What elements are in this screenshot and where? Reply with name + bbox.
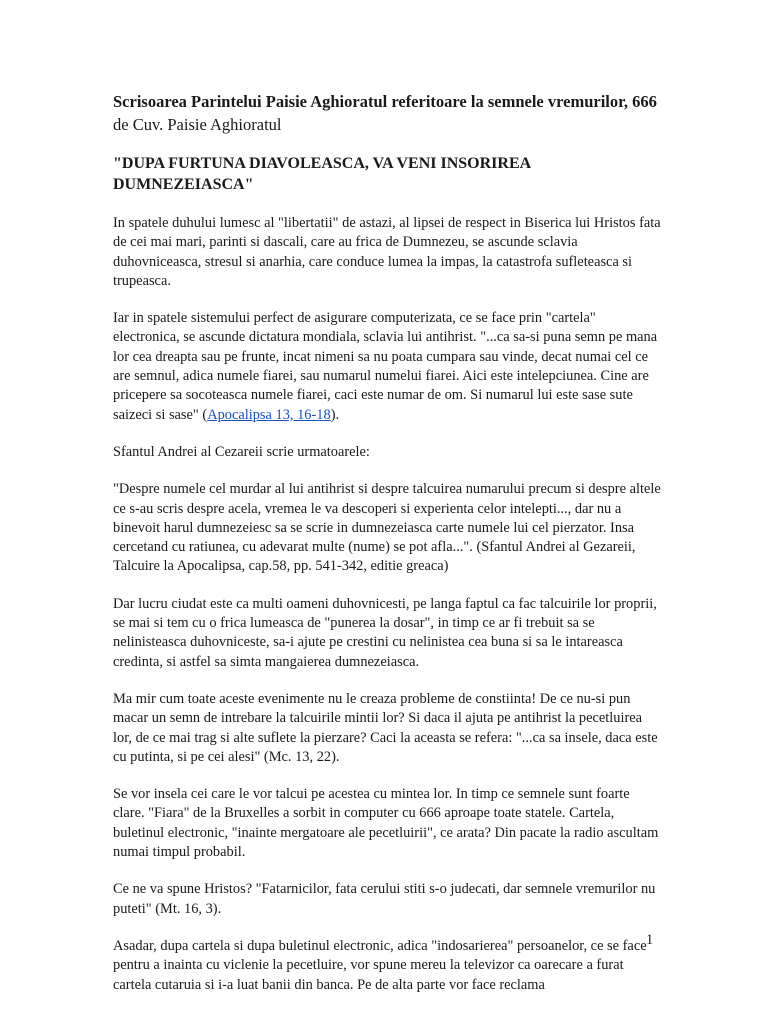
document-body: [113, 90, 661, 1013]
paragraph-3: Sfantul Andrei al Cezareii scrie urmatoarele:: [113, 443, 370, 460]
page-number: 1: [646, 932, 654, 948]
paragraph-9: Asadar, dupa cartela si dupa buletinul electronic, adica "indosarierea" persoanelor, ce se face pentru a inainta cu viclenie la pecetluire, vor spune mereu la televizor ca oarecare a furat cartela cutaruia si i-a luat banii din banca. Pe de alta parte vor face reclama: [113, 937, 647, 993]
paragraph-6: Ma mir cum toate aceste evenimente nu le creaza probleme de constiinta! De ce nu-si pun macar un semn de intrebare la talcuirile mintii lor? Si daca il ajuta pe antihrist la pecetluirea lor, de ce mai trag si alte suflete la pierzare? Caci la aceasta se refera: "...ca sa insele, daca este cu putinta, si pe cei alesi" (Mc. 13, 22).: [113, 690, 658, 765]
paragraph-4: "Despre numele cel murdar al lui antihrist si despre talcuirea numarului precum si despre altele ce s-au scris despre acela, vremea le va descoperi si experienta celor intelepti..., dar nu a binevoit harul dumnezeiesc sa se scrie in dumnezeiasca carte numele lui cel pierzator. Insa cercetand cu ratiunea, cu adevarat multe (nume) se pot afla...". (Sfantul Andrei al Gezareii, Talcuire la Apocalipsa, cap.58, pp. 541-342, editie greaca): [113, 481, 661, 575]
paragraph-2-text: Iar in spatele sistemului perfect de asigurare computerizata, ce se face prin "cartela" electronica, se ascunde dictatura mondiala, sclavia lui antihrist. "...ca sa-si puna semn pe mana lor cea dreapta sau pe frunte, incat nimeni sa nu poata cumpara sau vinde, decat numai cel ce are semnul, adica numele fiarei, sau numarul numelui fiarei. Aici este intelepciunea. Cine are pricepere sa socoteasca numele fiarei, caci este numar de om. Si numarul lui este sase sute saizeci si sase" (: [113, 310, 658, 423]
paragraph-2: [113, 309, 661, 425]
title-byline: de Cuv. Paisie Aghioratul: [113, 115, 282, 134]
apocalypse-reference-link[interactable]: Apocalipsa 13, 16-18: [207, 406, 331, 423]
paragraph-1: In spatele duhului lumesc al "libertatii" de astazi, al lipsei de respect in Biserica lui Hristos fata de cei mai mari, parinti si dascali, care au frica de Dumnezeu, se ascunde sclavia duhovniceasca, stresul si anarhia, care conduce lumea la impas, la catastrofa sufleteasca si trupeasca.: [113, 215, 661, 289]
section-heading: "DUPA FURTUNA DIAVOLEASCA, VA VENI INSORIREA DUMNEZEIASCA": [113, 155, 531, 193]
paragraph-2-after: ).: [330, 406, 340, 423]
paragraph-5: Dar lucru ciudat este ca multi oameni duhovnicesti, pe langa faptul ca fac talcuirile lor proprii, se mai si tem cu o frica lumeasca de "punerea la dosar", in timp ce ar fi trebuit sa se nelinisteasca duhovniceste, sa-i ajute pe crestini cu nelinistea cea buna si sa le intareasca credinta, si astfel sa simta mangaierea dumnezeiasca.: [113, 595, 657, 670]
document-title: [113, 90, 661, 136]
paragraph-7: Se vor insela cei care le vor talcui pe acestea cu mintea lor. In timp ce semnele sunt foarte clare. "Fiara" de la Bruxelles a sorbit in computer cu 666 aproape toate statele. Cartela, buletinul electronic, "inainte mergatoare ale pecetluirii", ce arata? Din pacate la radio ascultam numai timpul probabil.: [113, 786, 659, 861]
title-bold: Scrisoarea Parintelui Paisie Aghioratul referitoare la semnele vremurilor, 666: [113, 92, 657, 111]
paragraph-8: Ce ne va spune Hristos? "Fatarnicilor, fata cerului stiti s-o judecati, dar semnele vremurilor nu puteti" (Mt. 16, 3).: [113, 881, 656, 917]
